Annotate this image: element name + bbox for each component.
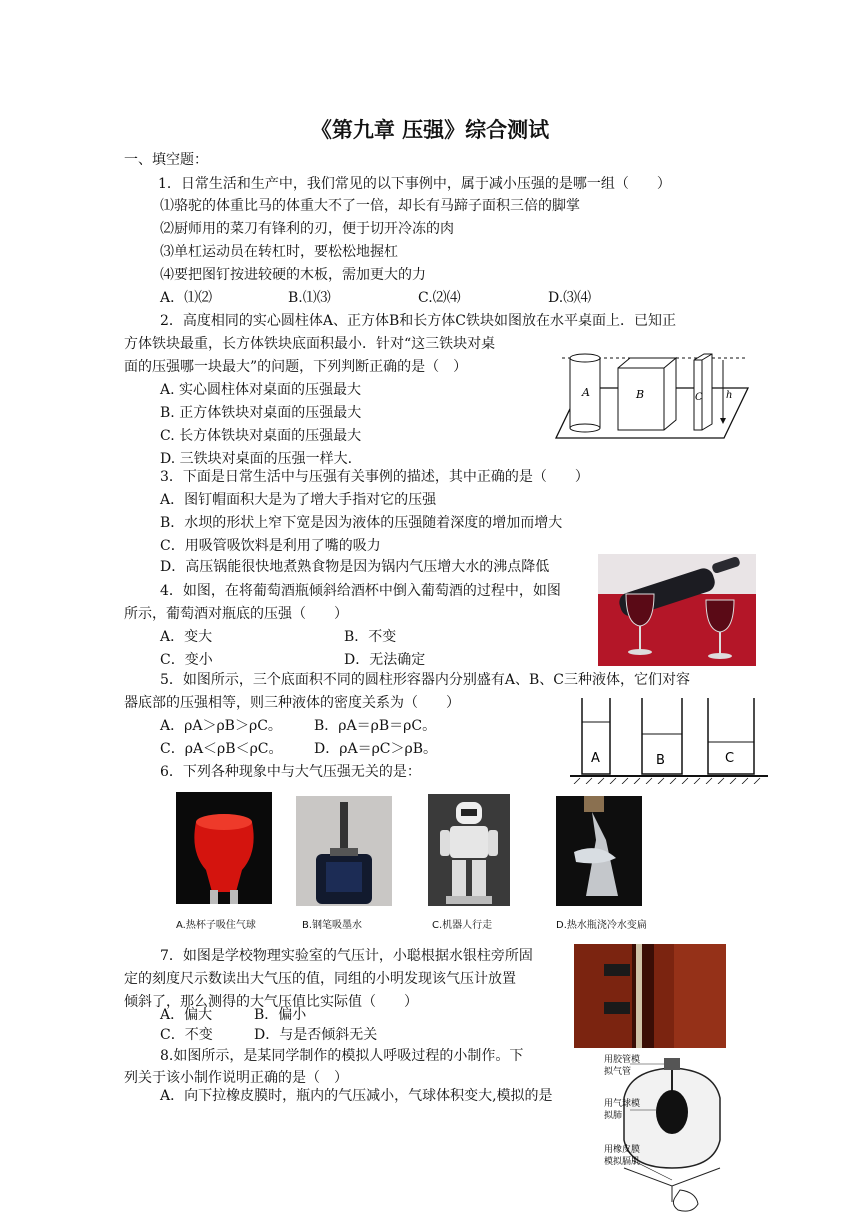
q2-fig-label-a: A [582, 386, 590, 399]
q3-option-a: A．图钉帽面积大是为了增大手指对它的压强 [160, 492, 437, 508]
q7-option-b: B．偏小 [254, 1007, 307, 1023]
q6-photo-robot [428, 794, 510, 906]
q6-caption-b: B.钢笔吸墨水 [302, 920, 363, 931]
q2-blocks-figure [552, 346, 750, 442]
question-2-stem-line3: 面的压强哪一块最大”的问题，下列判断正确的是（ ） [124, 359, 468, 375]
question-7-stem-line3: 倾斜了，那么测得的大气压值比实际值（ ） [124, 994, 418, 1010]
question-7-stem-line1: 7．如图是学校物理实验室的气压计，小聪根据水银柱旁所固 [160, 948, 533, 964]
barometer-photo [574, 944, 726, 1048]
q5-option-c: C．ρA＜ρB＜ρC。 [160, 741, 283, 757]
question-8-stem-line2: 列关于该小制作说明正确的是（ ） [124, 1070, 348, 1086]
q5-option-d: D．ρA＝ρC＞ρB。 [314, 741, 438, 757]
q1-item-3: ⑶单杠运动员在转杠时，要松松地握杠 [160, 244, 398, 260]
question-1-stem: 1．日常生活和生产中，我们常见的以下事例中，属于减小压强的是哪一组（ ） [158, 176, 671, 192]
q3-option-d: D．高压锅能很快地煮熟食物是因为锅内气压增大水的沸点降低 [160, 559, 550, 575]
q5-fig-label-a: A [591, 751, 600, 766]
q7-option-a: A．偏大 [160, 1007, 213, 1023]
q1-item-4: ⑷要把图钉按进较硬的木板，需加更大的力 [160, 267, 426, 283]
q2-fig-label-b: B [636, 388, 645, 401]
q4-option-a: A．变大 [160, 629, 213, 645]
q2-option-a: A. 实心圆柱体对桌面的压强最大 [160, 382, 362, 398]
q1-option-d: D.⑶⑷ [548, 290, 592, 306]
q5-fig-label-b: B [656, 753, 665, 768]
question-7-stem-line2: 定的刻度尺示数读出大气压的值，同组的小明发现该气压计放置 [124, 971, 516, 987]
section-heading: 一、填空题： [124, 152, 208, 168]
question-2-stem-line1: 2．高度相同的实心圆柱体A、正方体B和长方体C铁块如图放在水平桌面上．已知正 [160, 313, 677, 329]
question-6-stem: 6．下列各种现象中与大气压强无关的是： [160, 764, 421, 780]
q6-photo-balloon [176, 792, 272, 904]
question-4-stem-line2: 所示，葡萄酒对瓶底的压强（ ） [124, 606, 348, 622]
question-8-stem-line1: 8.如图所示，是某同学制作的模拟人呼吸过程的小制作。下 [160, 1048, 524, 1064]
q7-option-d: D．与是否倾斜无关 [254, 1027, 378, 1043]
q2-option-d: D. 三铁块对桌面的压强一样大. [160, 451, 353, 467]
q1-option-b: B.⑴⑶ [288, 290, 331, 306]
q5-containers-figure [570, 696, 770, 784]
q6-photo-pen [296, 796, 392, 906]
q1-item-1: ⑴骆驼的体重比马的体重大不了一倍，却长有马蹄子面积三倍的脚掌 [160, 198, 580, 214]
q8-fig-label-diaphragm-1: 用橡皮膜 [604, 1145, 641, 1155]
q3-option-c: C．用吸管吸饮料是利用了嘴的吸力 [160, 538, 381, 554]
q8-fig-label-lung-1: 用气球模 [604, 1099, 641, 1109]
q1-option-a: A．⑴⑵ [160, 290, 213, 306]
q8-breathing-model-figure [602, 1050, 742, 1214]
wine-bottle-photo [598, 554, 756, 666]
question-5-stem-line1: 5．如图所示，三个底面积不同的圆柱形容器内分别盛有A、B、C三种液体，它们对容 [160, 672, 691, 688]
q7-option-c: C．不变 [160, 1027, 213, 1043]
q5-fig-label-c: C [725, 751, 735, 766]
q2-option-b: B. 正方体铁块对桌面的压强最大 [160, 405, 362, 421]
q6-caption-a: A.热杯子吸住气球 [176, 920, 256, 931]
q1-item-2: ⑵厨师用的菜刀有锋利的刃，便于切开冷冻的肉 [160, 221, 454, 237]
q1-option-c: C.⑵⑷ [418, 290, 461, 306]
q5-option-b: B．ρA＝ρB＝ρC。 [314, 718, 437, 734]
q6-caption-c: C.机器人行走 [432, 920, 493, 931]
q6-photo-bottle [556, 796, 642, 906]
q2-fig-label-c: C [695, 392, 703, 403]
q4-option-b: B．不变 [344, 629, 397, 645]
q4-option-c: C．变小 [160, 652, 213, 668]
q8-fig-label-tube-1: 用胶管模 [604, 1055, 641, 1065]
q8-fig-label-diaphragm-2: 模拟膈肌 [604, 1157, 641, 1167]
q2-fig-label-h: h [726, 390, 733, 401]
page-title: 《第九章 压强》综合测试 [310, 118, 550, 142]
q8-fig-label-tube-2: 拟气管 [604, 1067, 632, 1077]
q8-fig-label-lung-2: 拟肺 [604, 1111, 623, 1121]
q2-option-c: C. 长方体铁块对桌面的压强最大 [160, 428, 362, 444]
question-4-stem-line1: 4．如图，在将葡萄酒瓶倾斜给酒杯中倒入葡萄酒的过程中，如图 [160, 583, 561, 599]
question-5-stem-line2: 器底部的压强相等，则三种液体的密度关系为（ ） [124, 695, 460, 711]
q4-option-d: D．无法确定 [344, 652, 426, 668]
question-3-stem: 3．下面是日常生活中与压强有关事例的描述，其中正确的是（ ） [160, 469, 589, 485]
q6-caption-d: D.热水瓶浇冷水变扁 [556, 920, 647, 931]
q8-option-a: A．向下拉橡皮膜时，瓶内的气压减小，气球体积变大,模拟的是 [160, 1088, 553, 1104]
q5-option-a: A．ρA＞ρB＞ρC。 [160, 718, 282, 734]
q3-option-b: B．水坝的形状上窄下宽是因为液体的压强随着深度的增加而增大 [160, 515, 563, 531]
question-2-stem-line2: 方体铁块最重，长方体铁块底面积最小．针对“这三铁块对桌 [124, 336, 496, 352]
